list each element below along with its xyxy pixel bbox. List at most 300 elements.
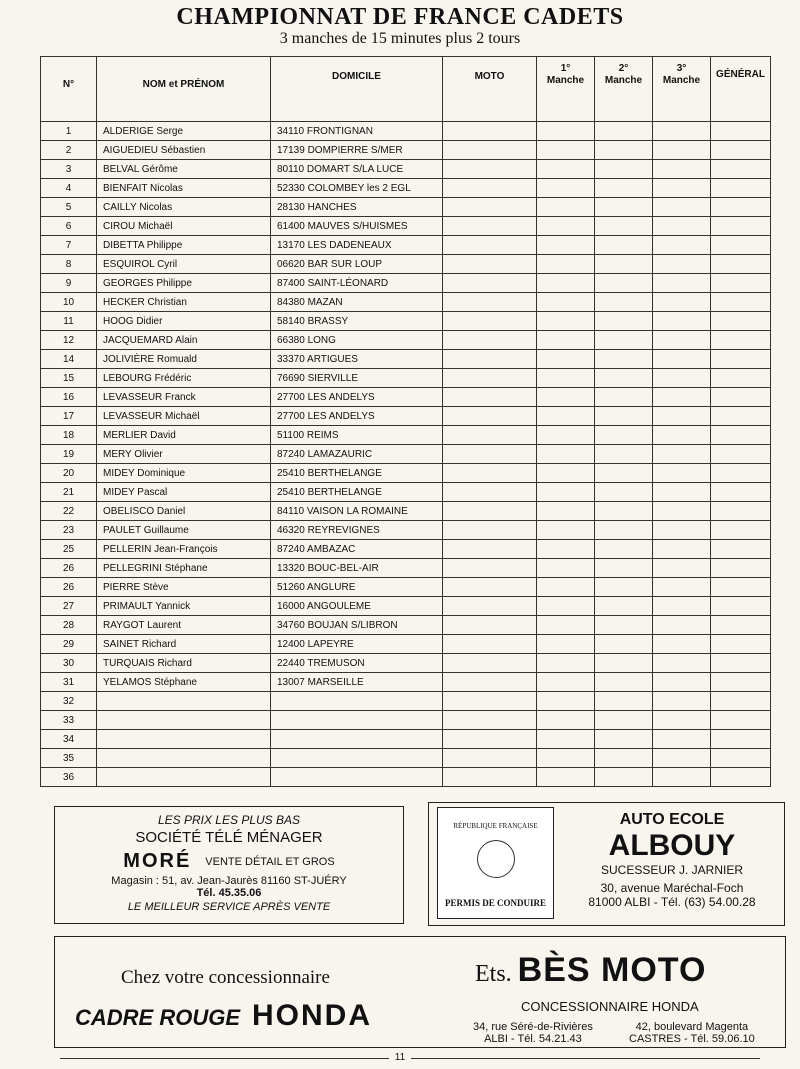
ad-auto-ecole: [428, 802, 785, 926]
rider-manche-2: [595, 616, 653, 635]
ad-bes-tel1: ALBI - Tél. 54.21.43: [484, 1033, 582, 1045]
rider-number: 19: [41, 445, 97, 464]
rider-manche-1: [537, 597, 595, 616]
rider-name: BELVAL Gérôme: [97, 160, 271, 179]
rider-name: PAULET Guillaume: [97, 521, 271, 540]
rider-general: [711, 217, 771, 236]
rider-city: 66380 LONG: [271, 331, 443, 350]
entries-table: [40, 56, 771, 787]
rider-city: 76690 SIERVILLE: [271, 369, 443, 388]
rider-manche-3: [653, 540, 711, 559]
rider-moto: [443, 521, 537, 540]
rider-manche-2: [595, 274, 653, 293]
rider-name: AIGUEDIEU Sébastien: [97, 141, 271, 160]
rider-city: 52330 COLOMBEY les 2 EGL: [271, 179, 443, 198]
ad-honda: [54, 936, 786, 1048]
rider-moto: [443, 749, 537, 768]
rider-moto: [443, 274, 537, 293]
ad-tele-line2: SOCIÉTÉ TÉLÉ MÉNAGER: [135, 829, 323, 846]
table-row: [41, 502, 771, 521]
rider-general: [711, 673, 771, 692]
rider-manche-1: [537, 141, 595, 160]
rider-city: 25410 BERTHELANGE: [271, 464, 443, 483]
rider-general: [711, 141, 771, 160]
table-row: [41, 616, 771, 635]
rider-general: [711, 388, 771, 407]
rider-city: 13320 BOUC-BEL-AIR: [271, 559, 443, 578]
table-row: [41, 464, 771, 483]
rider-manche-1: [537, 217, 595, 236]
rider-manche-2: [595, 578, 653, 597]
rider-moto: [443, 293, 537, 312]
rider-number: 5: [41, 198, 97, 217]
rider-manche-3: [653, 179, 711, 198]
rider-moto: [443, 483, 537, 502]
rider-name: SAINET Richard: [97, 635, 271, 654]
page-subtitle: 3 manches de 15 minutes plus 2 tours: [279, 30, 521, 47]
rider-manche-1: [537, 502, 595, 521]
rider-number: 20: [41, 464, 97, 483]
rider-manche-1: [537, 369, 595, 388]
rider-moto: [443, 312, 537, 331]
page-number: [0, 1052, 800, 1063]
rider-name: PRIMAULT Yannick: [97, 597, 271, 616]
rider-number: 17: [41, 407, 97, 426]
rider-general: [711, 464, 771, 483]
rider-manche-1: [537, 464, 595, 483]
table-row: [41, 654, 771, 673]
rider-manche-3: [653, 711, 711, 730]
rider-manche-1: [537, 540, 595, 559]
rider-general: [711, 350, 771, 369]
rider-number: 18: [41, 426, 97, 445]
rider-city: [271, 711, 443, 730]
rider-manche-2: [595, 293, 653, 312]
table-row: [41, 179, 771, 198]
rider-number: 21: [41, 483, 97, 502]
rider-manche-1: [537, 749, 595, 768]
rider-general: [711, 578, 771, 597]
rider-city: 51260 ANGLURE: [271, 578, 443, 597]
header-manche-3-label: Manche: [662, 75, 701, 86]
rider-general: [711, 445, 771, 464]
rider-manche-3: [653, 407, 711, 426]
table-row: [41, 597, 771, 616]
ad-bes-tel2: CASTRES - Tél. 59.06.10: [629, 1033, 755, 1045]
ad-auto-address: 30, avenue Maréchal-Foch: [600, 881, 744, 895]
ad-tele-sales: VENTE DÉTAIL ET GROS: [205, 855, 335, 868]
rider-moto: [443, 692, 537, 711]
table-row: [41, 673, 771, 692]
rider-city: [271, 749, 443, 768]
rider-name: HOOG Didier: [97, 312, 271, 331]
rider-number: 22: [41, 502, 97, 521]
rider-number: 14: [41, 350, 97, 369]
rider-name: MIDEY Dominique: [97, 464, 271, 483]
rider-manche-2: [595, 407, 653, 426]
rider-manche-2: [595, 654, 653, 673]
rider-moto: [443, 160, 537, 179]
rider-city: 27700 LES ANDELYS: [271, 407, 443, 426]
rider-moto: [443, 730, 537, 749]
rider-number: 4: [41, 179, 97, 198]
rider-manche-1: [537, 388, 595, 407]
rider-manche-2: [595, 540, 653, 559]
rider-manche-1: [537, 350, 595, 369]
rider-manche-3: [653, 331, 711, 350]
table-header-row: [41, 57, 771, 122]
rider-moto: [443, 217, 537, 236]
rider-manche-3: [653, 578, 711, 597]
rider-moto: [443, 673, 537, 692]
rider-number: 7: [41, 236, 97, 255]
rider-name: [97, 730, 271, 749]
rider-name: [97, 768, 271, 787]
rider-manche-3: [653, 445, 711, 464]
ad-honda-cadre: CADRE ROUGE: [75, 1005, 241, 1030]
rider-general: [711, 559, 771, 578]
rider-manche-2: [595, 730, 653, 749]
rider-manche-2: [595, 768, 653, 787]
rider-manche-1: [537, 255, 595, 274]
rider-name: CAILLY Nicolas: [97, 198, 271, 217]
rider-manche-3: [653, 312, 711, 331]
rider-manche-1: [537, 483, 595, 502]
rider-manche-3: [653, 350, 711, 369]
rider-general: [711, 198, 771, 217]
rider-city: 27700 LES ANDELYS: [271, 388, 443, 407]
table-row: [41, 388, 771, 407]
rider-general: [711, 540, 771, 559]
rider-moto: [443, 407, 537, 426]
rider-number: 32: [41, 692, 97, 711]
rider-number: 16: [41, 388, 97, 407]
ad-bes-logo: BÈS MOTO: [517, 951, 707, 989]
rider-general: [711, 730, 771, 749]
rider-manche-3: [653, 274, 711, 293]
rider-manche-3: [653, 369, 711, 388]
rider-name: YELAMOS Stéphane: [97, 673, 271, 692]
rider-name: LEVASSEUR Michaël: [97, 407, 271, 426]
rider-moto: [443, 236, 537, 255]
rider-manche-2: [595, 635, 653, 654]
rider-name: JOLIVIÈRE Romuald: [97, 350, 271, 369]
table-row: [41, 217, 771, 236]
ad-bes-ets: Ets.: [475, 961, 512, 987]
rider-manche-1: [537, 711, 595, 730]
rider-city: 58140 BRASSY: [271, 312, 443, 331]
table-row: [41, 274, 771, 293]
rider-city: 13007 MARSEILLE: [271, 673, 443, 692]
rider-number: 35: [41, 749, 97, 768]
rider-manche-1: [537, 293, 595, 312]
rider-number: 23: [41, 521, 97, 540]
rider-general: [711, 274, 771, 293]
ad-bes-addr2: 42, boulevard Magenta: [635, 1021, 749, 1033]
rider-city: 87400 SAINT-LÉONARD: [271, 274, 443, 293]
rider-manche-1: [537, 426, 595, 445]
table-row: [41, 350, 771, 369]
rider-manche-2: [595, 369, 653, 388]
rider-manche-2: [595, 312, 653, 331]
rider-manche-2: [595, 673, 653, 692]
rider-general: [711, 616, 771, 635]
rider-manche-2: [595, 331, 653, 350]
rider-general: [711, 768, 771, 787]
rider-general: [711, 407, 771, 426]
rider-city: 61400 MAUVES S/HUISMES: [271, 217, 443, 236]
rider-general: [711, 426, 771, 445]
rider-manche-2: [595, 179, 653, 198]
table-row: [41, 635, 771, 654]
rider-general: [711, 654, 771, 673]
rider-number: 28: [41, 616, 97, 635]
rider-name: LEBOURG Frédéric: [97, 369, 271, 388]
rider-name: PELLEGRINI Stéphane: [97, 559, 271, 578]
table-row: [41, 331, 771, 350]
rider-number: 8: [41, 255, 97, 274]
rider-moto: [443, 369, 537, 388]
rider-number: 10: [41, 293, 97, 312]
rider-moto: [443, 255, 537, 274]
rider-moto: [443, 464, 537, 483]
table-row: [41, 236, 771, 255]
rider-manche-2: [595, 597, 653, 616]
rider-manche-2: [595, 122, 653, 141]
rider-manche-2: [595, 217, 653, 236]
rider-name: ESQUIROL Cyril: [97, 255, 271, 274]
rider-manche-3: [653, 122, 711, 141]
rider-city: 84110 VAISON LA ROMAINE: [271, 502, 443, 521]
rider-moto: [443, 388, 537, 407]
rider-name: OBELISCO Daniel: [97, 502, 271, 521]
ad-tele-slogan: LE MEILLEUR SERVICE APRÈS VENTE: [127, 901, 331, 913]
rider-city: [271, 730, 443, 749]
table-row: [41, 578, 771, 597]
rider-name: GEORGES Philippe: [97, 274, 271, 293]
rider-number: 2: [41, 141, 97, 160]
rider-name: MIDEY Pascal: [97, 483, 271, 502]
rider-manche-3: [653, 141, 711, 160]
rider-manche-2: [595, 388, 653, 407]
rider-general: [711, 122, 771, 141]
header-manche-1-label: Manche: [546, 75, 585, 86]
rider-manche-3: [653, 483, 711, 502]
rider-general: [711, 293, 771, 312]
header-manche-3: [653, 57, 711, 122]
rider-manche-1: [537, 331, 595, 350]
rider-number: 34: [41, 730, 97, 749]
header-manche-3-num: 3°: [676, 63, 687, 74]
rider-manche-3: [653, 749, 711, 768]
rider-number: 29: [41, 635, 97, 654]
rider-number: 9: [41, 274, 97, 293]
rider-name: DIBETTA Philippe: [97, 236, 271, 255]
rider-general: [711, 502, 771, 521]
rider-general: [711, 160, 771, 179]
rider-general: [711, 331, 771, 350]
rider-name: TURQUAIS Richard: [97, 654, 271, 673]
rider-moto: [443, 502, 537, 521]
rider-moto: [443, 426, 537, 445]
rider-name: PIERRE Stève: [97, 578, 271, 597]
rider-manche-2: [595, 521, 653, 540]
rider-name: RAYGOT Laurent: [97, 616, 271, 635]
rider-general: [711, 255, 771, 274]
table-row: [41, 559, 771, 578]
rider-manche-3: [653, 597, 711, 616]
rider-name: HECKER Christian: [97, 293, 271, 312]
ad-auto-successor: SUCESSEUR J. JARNIER: [600, 863, 744, 877]
rider-manche-3: [653, 521, 711, 540]
header-manche-1: [537, 57, 595, 122]
rider-manche-3: [653, 616, 711, 635]
header-manche-1-num: 1°: [560, 63, 571, 74]
rider-number: 11: [41, 312, 97, 331]
rider-number: 15: [41, 369, 97, 388]
rider-number: 12: [41, 331, 97, 350]
rider-moto: [443, 654, 537, 673]
table-row: [41, 445, 771, 464]
ad-bes-addr1: 34, rue Séré-de-Rivières: [473, 1021, 593, 1033]
rider-manche-1: [537, 445, 595, 464]
rider-manche-1: [537, 635, 595, 654]
table-row: [41, 122, 771, 141]
table-row: [41, 312, 771, 331]
rider-manche-2: [595, 198, 653, 217]
table-row: [41, 198, 771, 217]
rider-city: [271, 768, 443, 787]
rider-moto: [443, 559, 537, 578]
rider-manche-2: [595, 255, 653, 274]
rider-manche-1: [537, 198, 595, 217]
header-name: NOM et PRÉNOM: [97, 57, 271, 122]
rider-city: 87240 LAMAZAURIC: [271, 445, 443, 464]
rider-manche-1: [537, 768, 595, 787]
rider-manche-2: [595, 749, 653, 768]
rider-name: [97, 711, 271, 730]
rider-general: [711, 711, 771, 730]
rider-manche-2: [595, 350, 653, 369]
rider-manche-3: [653, 236, 711, 255]
rider-manche-3: [653, 293, 711, 312]
rider-manche-3: [653, 673, 711, 692]
rider-moto: [443, 616, 537, 635]
rider-manche-2: [595, 692, 653, 711]
permis-card-bottom: PERMIS DE CONDUIRE: [444, 898, 546, 908]
rider-manche-2: [595, 502, 653, 521]
table-row: [41, 293, 771, 312]
rider-manche-3: [653, 502, 711, 521]
rider-number: 33: [41, 711, 97, 730]
rider-moto: [443, 198, 537, 217]
table-row: [41, 141, 771, 160]
rider-number: 26: [41, 578, 97, 597]
rider-manche-3: [653, 654, 711, 673]
rider-city: 12400 LAPEYRE: [271, 635, 443, 654]
rider-manche-1: [537, 274, 595, 293]
rider-city: 28130 HANCHES: [271, 198, 443, 217]
rider-number: 25: [41, 540, 97, 559]
ad-tele-menager: [54, 806, 404, 924]
rider-manche-3: [653, 692, 711, 711]
ad-tele-phone: Tél. 45.35.06: [196, 887, 262, 899]
ad-honda-intro: Chez votre concessionnaire: [121, 967, 330, 988]
rider-manche-1: [537, 160, 595, 179]
rider-city: 34760 BOUJAN S/LIBRON: [271, 616, 443, 635]
rider-name: [97, 692, 271, 711]
rider-manche-2: [595, 141, 653, 160]
rider-general: [711, 483, 771, 502]
rider-manche-2: [595, 559, 653, 578]
table-row: [41, 369, 771, 388]
rider-city: 33370 ARTIGUES: [271, 350, 443, 369]
rider-city: 22440 TREMUSON: [271, 654, 443, 673]
rider-manche-2: [595, 483, 653, 502]
rider-city: 51100 REIMS: [271, 426, 443, 445]
rider-manche-2: [595, 711, 653, 730]
ad-auto-name: ALBOUY: [608, 829, 736, 862]
rider-manche-2: [595, 464, 653, 483]
rider-manche-1: [537, 521, 595, 540]
table-row: [41, 483, 771, 502]
table-row: [41, 749, 771, 768]
table-row: [41, 768, 771, 787]
rider-city: 84380 MAZAN: [271, 293, 443, 312]
rider-moto: [443, 350, 537, 369]
rider-number: 36: [41, 768, 97, 787]
rider-manche-1: [537, 654, 595, 673]
header-manche-2: [595, 57, 653, 122]
rider-city: 80110 DOMART S/LA LUCE: [271, 160, 443, 179]
rider-manche-3: [653, 426, 711, 445]
header-city: DOMICILE: [271, 57, 443, 122]
rider-manche-1: [537, 578, 595, 597]
rider-city: 87240 AMBAZAC: [271, 540, 443, 559]
rider-moto: [443, 122, 537, 141]
rider-name: BIENFAIT Nicolas: [97, 179, 271, 198]
rider-moto: [443, 445, 537, 464]
table-row: [41, 540, 771, 559]
table-row: [41, 730, 771, 749]
table-row: [41, 407, 771, 426]
header-manche-2-label: Manche: [604, 75, 643, 86]
rider-number: 1: [41, 122, 97, 141]
permis-card-top: RÉPUBLIQUE FRANÇAISE: [453, 822, 538, 830]
rider-number: 31: [41, 673, 97, 692]
rider-moto: [443, 635, 537, 654]
table-row: [41, 426, 771, 445]
rider-manche-1: [537, 236, 595, 255]
rider-manche-1: [537, 559, 595, 578]
rider-manche-1: [537, 673, 595, 692]
rider-name: MERLIER David: [97, 426, 271, 445]
header-number: N°: [41, 57, 97, 122]
rider-manche-3: [653, 768, 711, 787]
rider-general: [711, 692, 771, 711]
rider-manche-1: [537, 179, 595, 198]
rider-name: CIROU Michaël: [97, 217, 271, 236]
rider-number: 3: [41, 160, 97, 179]
header-moto: MOTO: [443, 57, 537, 122]
rider-city: 46320 REYREVIGNES: [271, 521, 443, 540]
rider-manche-3: [653, 160, 711, 179]
rider-manche-2: [595, 160, 653, 179]
rider-manche-3: [653, 388, 711, 407]
rider-moto: [443, 711, 537, 730]
table-row: [41, 692, 771, 711]
table-row: [41, 160, 771, 179]
